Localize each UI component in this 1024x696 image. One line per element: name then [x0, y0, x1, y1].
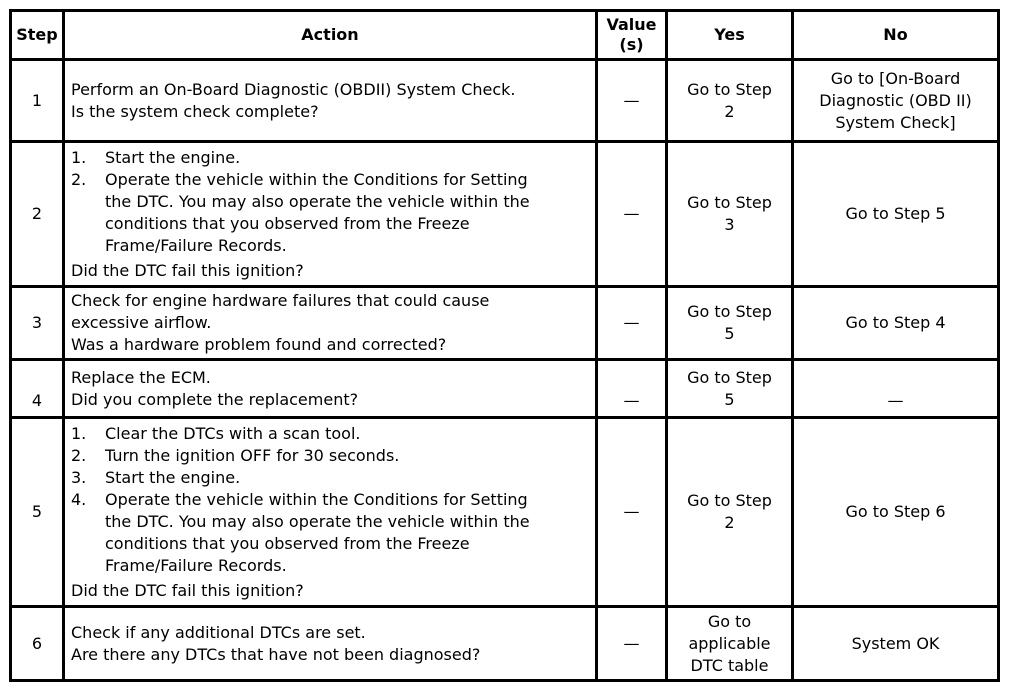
action-line: Frame/Failure Records. [105, 555, 287, 575]
value-cell: — [597, 360, 667, 418]
table-row [11, 142, 999, 287]
yes-line: 5 [724, 389, 735, 409]
value-cell: — [597, 142, 667, 287]
table-row [11, 360, 999, 418]
action-line: Did you complete the replacement? [71, 389, 359, 409]
header-value-line1: Value [606, 15, 657, 34]
action-cell [64, 607, 597, 681]
step-number: 1 [11, 60, 64, 142]
header-value-line2: (s) [619, 35, 644, 54]
no-cell: System OK [793, 607, 999, 681]
value-cell: — [597, 607, 667, 681]
action-line: the DTC. You may also operate the vehicle within the [105, 511, 530, 531]
action-line: conditions that you observed from the Freeze [105, 213, 470, 233]
action-line: Are there any DTCs that have not been diagnosed? [71, 644, 481, 664]
value-cell: — [597, 418, 667, 607]
table-row [11, 287, 999, 360]
action-step-number: 2. [71, 445, 87, 465]
action-cell [64, 287, 597, 360]
action-line: Operate the vehicle within the Conditions for Setting [105, 489, 528, 509]
yes-line: 2 [724, 101, 735, 121]
action-step-number: 1. [71, 423, 87, 443]
table-row [11, 418, 999, 607]
action-cell [64, 60, 597, 142]
action-step [71, 489, 589, 577]
yes-line: Go to Step [687, 367, 772, 387]
value-cell: — [597, 60, 667, 142]
table-row [11, 607, 999, 681]
action-question: Did the DTC fail this ignition? [71, 260, 304, 280]
no-cell [793, 60, 999, 142]
header-step: Step [11, 11, 64, 60]
yes-cell [667, 60, 793, 142]
action-line: Operate the vehicle within the Conditions for Setting [105, 169, 528, 189]
no-line: System Check] [835, 112, 956, 132]
step-number: 3 [11, 287, 64, 360]
header-value [597, 11, 667, 60]
step-number: 6 [11, 607, 64, 681]
table-row [11, 60, 999, 142]
action-line: Start the engine. [105, 467, 241, 487]
action-steps [71, 423, 589, 577]
action-step [71, 445, 589, 467]
step-number: 2 [11, 142, 64, 287]
no-cell: Go to Step 5 [793, 142, 999, 287]
action-line: the DTC. You may also operate the vehicle within the [105, 191, 530, 211]
action-line: excessive airflow. [71, 313, 212, 332]
yes-cell [667, 418, 793, 607]
action-line: Clear the DTCs with a scan tool. [105, 423, 361, 443]
yes-line: DTC table [690, 655, 769, 675]
action-step [71, 147, 589, 169]
yes-line: Go to [707, 611, 752, 631]
no-cell: Go to Step 6 [793, 418, 999, 607]
action-line: Frame/Failure Records. [105, 235, 287, 255]
action-step [71, 423, 589, 445]
action-line: Replace the ECM. [71, 367, 211, 387]
action-line: Start the engine. [105, 147, 241, 167]
yes-cell [667, 360, 793, 418]
header-action: Action [64, 11, 597, 60]
value-cell: — [597, 287, 667, 360]
action-line: conditions that you observed from the Freeze [105, 533, 470, 553]
action-cell [64, 360, 597, 418]
action-cell [64, 418, 597, 607]
action-line: Is the system check complete? [71, 101, 319, 121]
yes-line: Go to Step [687, 193, 772, 212]
yes-line: 5 [724, 324, 735, 343]
diagnostic-table [9, 9, 1000, 682]
yes-cell [667, 142, 793, 287]
action-step-number: 1. [71, 147, 87, 167]
yes-line: Go to Step [687, 491, 772, 510]
action-line: Check for engine hardware failures that could cause [71, 291, 490, 310]
action-question: Did the DTC fail this ignition? [71, 580, 304, 600]
yes-line: 3 [724, 215, 735, 234]
yes-line: Go to Step [687, 79, 772, 99]
no-cell: — [793, 360, 999, 418]
action-line: Check if any additional DTCs are set. [71, 622, 366, 642]
action-step-number: 2. [71, 169, 87, 189]
no-cell: Go to Step 4 [793, 287, 999, 360]
yes-line: Go to Step [687, 302, 772, 321]
action-line: Perform an On-Board Diagnostic (OBDII) System Check. [71, 79, 516, 99]
yes-line: 2 [724, 513, 735, 532]
no-line: Diagnostic (OBD II) [819, 90, 972, 110]
header-row [11, 11, 999, 60]
action-step [71, 467, 589, 489]
yes-cell [667, 287, 793, 360]
header-yes: Yes [667, 11, 793, 60]
step-number: 4 [11, 360, 64, 418]
yes-cell [667, 607, 793, 681]
header-no: No [793, 11, 999, 60]
step-number: 5 [11, 418, 64, 607]
action-line: Turn the ignition OFF for 30 seconds. [105, 445, 400, 465]
action-steps [71, 147, 589, 257]
action-line: Was a hardware problem found and corrected? [71, 335, 447, 354]
yes-line: applicable [688, 633, 771, 653]
action-step-number: 3. [71, 467, 87, 487]
action-step [71, 169, 589, 257]
no-line: Go to [On-Board [830, 68, 961, 88]
action-step-number: 4. [71, 489, 87, 509]
action-cell [64, 142, 597, 287]
